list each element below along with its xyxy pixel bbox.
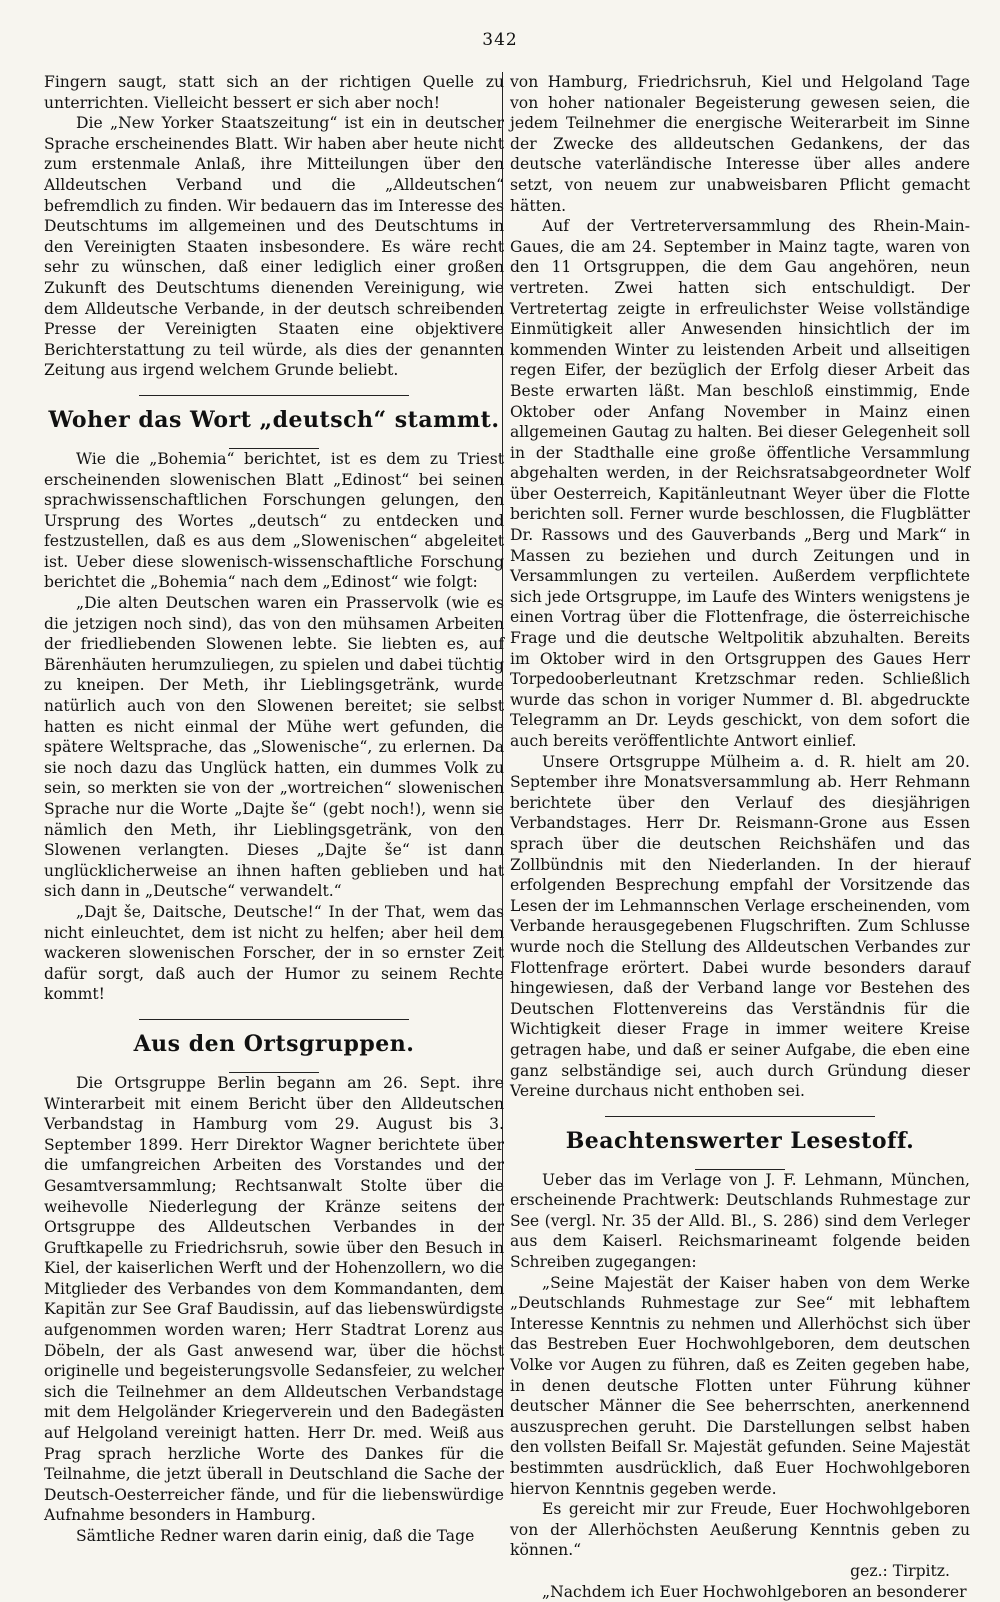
heading-aus-den-ortsgruppen: Aus den Ortsgruppen.	[133, 1030, 415, 1057]
left-paragraph-7: Sämtliche Redner waren darin einig, daß die Tage	[76, 1527, 475, 1545]
right-paragraph-7: „Nachdem ich Euer Hochwohlgeboren an besonderer	[542, 1582, 967, 1601]
section-rule	[605, 1116, 875, 1117]
left-paragraph-6: Die Ortsgruppe Berlin begann am 26. Sept. ihre Winterarbeit mit einem Bericht über den Alldeutschen Verbandstag in Hamburg vom 29. August bis 3. September 1899. Herr Direktor Wagner berichtete über die umfangreichen Arbeiten des Vorstandes und der Gesamtversammlung; Rechtsanwalt Stolte über die weihevolle Niederlegung der Kränze seitens der Ortsgruppe des Alldeutschen Verbandes in der Gruftkapelle zu Friedrichsruh, sowie über den Besuch in Kiel, der kaiserlichen Werft und der Hohenzollern, wo die Mitglieder des Verbandes von dem Kommandanten, dem Kapitän zur See Graf Baudissin, auf das liebenswürdigste aufgenommen worden waren; Herr Stadtrat Lorenz aus Döbeln, der als Gast anwesend war, über die höchst originelle und begeisterungsvolle Sedansfeier, zu welcher sich die Teilnehmer an dem Alldeutschen Verbandstage mit dem Helgoländer Kriegerverein und den Badegästen auf Helgoland vereinigt hatten. Herr Dr. med. Weiß aus Prag sprach herzliche Worte des Dankes für die Teilnahme, die jetzt überall in Deutschland die Sache der Deutsch-Oesterreicher fände, und für die liebenswürdige Aufnahme besonders in Hamburg.	[44, 1073, 504, 1525]
right-column	[510, 72, 970, 1601]
left-paragraph-3: Wie die „Bohemia“ berichtet, ist es dem zu Triest erscheinenden slowenischen Blatt „Edinost“ bei seinen sprachwissenschaftlichen Forschungen gelungen, den Ursprung des Wortes „deutsch“ zu entdecken und festzustellen, daß es aus dem „Slowenischen“ abgeleitet ist. Ueber diese slowenisch-wissenschaftliche Forschung berichtet die „Bohemia“ nach dem „Edinost“ wie folgt:	[44, 449, 504, 592]
left-paragraph-1: Fingern saugt, statt sich an der richtigen Quelle zu unterrichten. Vielleicht bessert er sich aber noch!	[44, 73, 504, 112]
left-paragraph-5: „Dajt še, Daitsche, Deutsche!“ In der That, wem das nicht einleuchtet, dem ist nicht zu helfen; aber heil dem wackeren slowenischen Forscher, der in so ernster Zeit dafür sorgt, daß auch der Humor zu seinem Rechte kommt!	[44, 902, 504, 1004]
section-rule	[139, 395, 409, 396]
left-column	[44, 72, 504, 1545]
heading-woher-das-wort: Woher das Wort „deutsch“ stammt.	[48, 406, 500, 433]
right-paragraph-4: Ueber das im Verlage von J. F. Lehmann, München, erscheinende Prachtwerk: Deutschlands Ruhmestage zur See (vergl. Nr. 35 der Alld. Bl., S. 286) sind dem Verleger aus dem Kaiserl. Reichsmarineamt folgende beiden Schreiben zugegangen:	[510, 1170, 970, 1272]
left-paragraph-2: Die „New Yorker Staatszeitung“ ist ein in deutscher Sprache erscheinendes Blatt. Wir haben aber heute nicht zum erstenmale Anlaß, ihre Mitteilungen über den Alldeutschen Verband und die „Alldeutschen“ befremdlich zu finden. Wir bedauern das im Interesse des Deutschtums im allgemeinen und des Deutschtums in den Vereinigten Staaten insbesondere. Es wäre recht sehr zu wünschen, daß einer lediglich einer großen Zukunft des Deutschtums dienenden Vereinigung, wie dem Alldeutsche Verbande, in der deutsch schreibenden Presse der Vereinigten Staaten eine objektivere Berichterstattung zu teil würde, als dies der genannten Zeitung aus irgend welchem Grunde beliebt.	[44, 114, 504, 380]
right-paragraph-3: Unsere Ortsgruppe Mülheim a. d. R. hielt am 20. September ihre Monatsversammlung ab. Herr Rehmann berichtete über den Verlauf des diesjährigen Verbandstages. Herr Dr. Reismann-Grone aus Essen sprach über die deutschen Reichshäfen und das Zollbündnis mit den Niederlanden. In der hierauf erfolgenden Besprechung empfahl der Vorsitzende das Lesen der im Lehmannschen Verlage erscheinenden, vom Verbande herausgegebenen Flugschriften. Zum Schlusse wurde noch die Stellung des Alldeutschen Verbandes zur Flottenfrage erörtert. Dabei wurde besonders darauf hingewiesen, daß der Verband lange vor Bestehen des Deutschen Flottenvereins das Verständnis für die Wichtigkeit dieser Frage in immer weitere Kreise getragen habe, und daß er seiner Aufgabe, die eben eine ganz selbständige sei, auch durch Gründung dieser Vereine durchaus nicht enthoben sei.	[510, 752, 970, 1101]
signature-tirpitz: gez.: Tirpitz.	[850, 1561, 950, 1580]
right-paragraph-6: Es gereicht mir zur Freude, Euer Hochwohlgeboren von der Allerhöchsten Aeußerung Kenntnis geben zu können.“	[510, 1500, 970, 1560]
page-number: 342	[482, 30, 518, 50]
left-paragraph-4: „Die alten Deutschen waren ein Prasservolk (wie es die jetzigen noch sind), das von den mühsamen Arbeiten der friedliebenden Slowenen lebte. Sie liebten es, auf Bärenhäuten herumzuliegen, zu spielen und dabei tüchtig zu kneipen. Der Meth, ihr Lieblingsgetränk, wurde natürlich auch von den Slowenen bereitet; sie selbst hatten es nicht einmal der Mühe wert gefunden, die spätere Weltsprache, das „Slowenische“, zu erlernen. Da sie noch dazu das Unglück hatten, ein dummes Volk zu sein, so merkten sie von der „wortreichen“ slowenischen Sprache nur die Worte „Dajte še“ (gebt noch!), wenn sie nämlich den Meth, ihr Lieblingsgetränk, von den Slowenen verlangten. Dieses „Dajte še“ ist dann unglücklicherweise an ihnen haften geblieben und hat sich dann in „Deutsche“ verwandelt.“	[44, 594, 504, 901]
right-paragraph-2: Auf der Vertreterversammlung des Rhein-Main-Gaues, die am 24. September in Mainz tagte, waren von den 11 Ortsgruppen, die dem Gau angehören, neun vertreten. Zwei hatten sich entschuldigt. Der Vertretertag zeigte in erfreulichster Weise vollständige Einmütigkeit aller Anwesenden hinsichtlich der im kommenden Winter zu leistenden Arbeit und allseitigen regen Eifer, der bezüglich der Erfolg dieser Arbeit das Beste erwarten läßt. Man beschloß einstimmig, Ende Oktober oder Anfang November in Mainz einen allgemeinen Gautag zu halten. Bei dieser Gelegenheit soll in der Stadthalle eine große öffentliche Versammlung abgehalten werden, in der Reichsratsabgeordneter Wolf über Oesterreich, Kapitänleutnant Weyer über die Flotte berichten soll. Ferner wurde beschlossen, die Flugblätter Dr. Rassows und des Gauverbands „Berg und Mark“ in Massen zu beziehen und durch Zeitungen und in Versammlungen zu verteilen. Außerdem verpflichtete sich jede Ortsgruppe, im Laufe des Winters wenigstens je einen Vortrag über die Flottenfrage, die österreichische Frage und die deutsche Weltpolitik abzuhalten. Bereits im Oktober wird in den Ortsgruppen des Gaues Herr Torpedooberleutnant Kretzschmar reden. Schließlich wurde das schon in voriger Nummer d. Bl. abgedruckte Telegramm an Dr. Leyds geschickt, von dem sofort die auch bereits veröffentlichte Antwort einlief.	[510, 217, 970, 750]
heading-beachtenswerter-lesestoff: Beachtenswerter Lesestoff.	[565, 1127, 915, 1154]
right-paragraph-5: „Seine Majestät der Kaiser haben von dem Werke „Deutschlands Ruhmestage zur See“ mit lebhaftem Interesse Kenntnis zu nehmen und Allerhöchst sich über das Bestreben Euer Hochwohlgeboren, dem deutschen Volke vor Augen zu führen, daß es Zeiten gegeben habe, in denen deutsche Flotten unter Führung kühner deutscher Männer die See beherrschten, anerkennend auszusprechen geruht. Die Darstellungen selbst haben den vollsten Beifall Sr. Majestät gefunden. Seine Majestät bestimmten ausdrücklich, daß Euer Hochwohlgeboren hiervon Kenntnis gegeben werde.	[510, 1273, 970, 1498]
right-paragraph-1: von Hamburg, Friedrichsruh, Kiel und Helgoland Tage von hoher nationaler Begeisterung gewesen seien, die jedem Teilnehmer die energische Weiterarbeit im Sinne der Zwecke des alldeutschen Gedankens, der das deutsche vaterländische Interesse über alles andere setzt, von neuem zur unabweisbaren Pflicht gemacht hätten.	[510, 73, 970, 215]
section-rule	[139, 1019, 409, 1020]
